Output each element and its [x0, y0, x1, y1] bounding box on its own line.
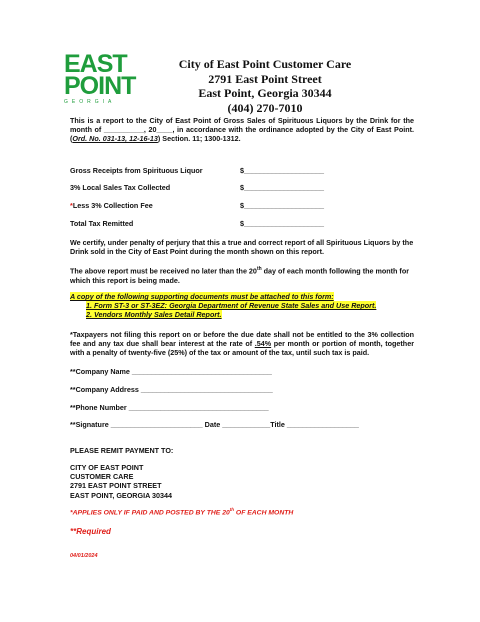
intro-part2: ) Section. 11; 1300-1312. [157, 134, 241, 144]
intro-paragraph [70, 116, 414, 144]
signature-date-title-field[interactable]: **Signature _______________________ Date ____________Title __________________ [70, 420, 359, 429]
field-value[interactable]: $____________________ [240, 219, 324, 228]
header-line2: 2791 East Point Street [208, 71, 322, 86]
field-value[interactable]: $____________________ [240, 166, 324, 175]
field-label: Total Tax Remitted [70, 219, 134, 228]
remit-heading: PLEASE REMIT PAYMENT TO: [70, 446, 174, 455]
form-date: 04/01/2024 [70, 553, 98, 559]
header-line1: City of East Point Customer Care [178, 57, 352, 71]
field-value[interactable]: $____________________ [240, 183, 324, 192]
required-note: **Required [70, 527, 111, 536]
document-item: 2. Vendors Monthly Sales Detail Report. [86, 310, 222, 320]
header-line3: East Point, Georgia 30344 [198, 86, 332, 100]
logo-sub: GEORGIA [64, 99, 116, 105]
logo-line1: EAST [64, 50, 127, 78]
field-value[interactable]: $____________________ [240, 201, 324, 210]
header-line4: (404) 270-7010 [227, 100, 303, 115]
field-label: 3% Local Sales Tax Collected [70, 183, 171, 192]
interest-rate: .54% [254, 339, 272, 349]
document-item: 1. Form ST-3 or ST-3EZ: Georgia Department of Revenue State Sales and Use Report. [86, 301, 377, 311]
intro-part1: This is a report to the City of East Point of Gross Sales of Spirituous Liquors by the Drink for the month of __________, 20____, in accordance with the ordinance adopted by the City of East Point. ( [70, 116, 414, 144]
field-label: Gross Receipts from Spirituous Liquor [70, 166, 203, 175]
phone-number-field[interactable]: **Phone Number ___________________________________ [70, 403, 269, 412]
ordinance-number: Ord. No. 031-13, 12-16-13 [72, 134, 158, 144]
documents-heading: A copy of the following supporting documents must be attached to this form: [70, 292, 334, 301]
field-label: *Less 3% Collection Fee [70, 201, 153, 210]
header-address [150, 57, 380, 115]
remit-address: CITY OF EAST POINT CUSTOMER CARE 2791 EAST POINT STREET EAST POINT, GEORGIA 30344 [70, 463, 172, 500]
applies-note: *APPLIES ONLY IF PAID AND POSTED BY THE 20th OF EACH MONTH [70, 507, 294, 517]
supporting-documents [70, 292, 414, 320]
company-address-field[interactable]: **Company Address _________________________________ [70, 385, 273, 394]
company-name-field[interactable]: **Company Name ___________________________________ [70, 367, 272, 376]
deadline-paragraph: The above report must be received no later than the 20th day of each month following the month for which this report is being made. [70, 266, 410, 285]
logo-line2: POINT [64, 72, 136, 100]
penalty-paragraph: *Taxpayers not filing this report on or before the due date shall not be entitled to the 3% collection fee and any tax due shall bear interest at the rate of .54% per month or portion of month, together with a penalty of twenty-five (25%) of the tax or amount of the tax, until such tax is paid. [70, 330, 414, 358]
certify-paragraph: We certify, under penalty of perjury that this a true and correct report of all Spirituous Liquors by the Drink sold in the City of East Point during the month shown on this report. [70, 238, 414, 257]
east-point-logo [64, 50, 136, 105]
